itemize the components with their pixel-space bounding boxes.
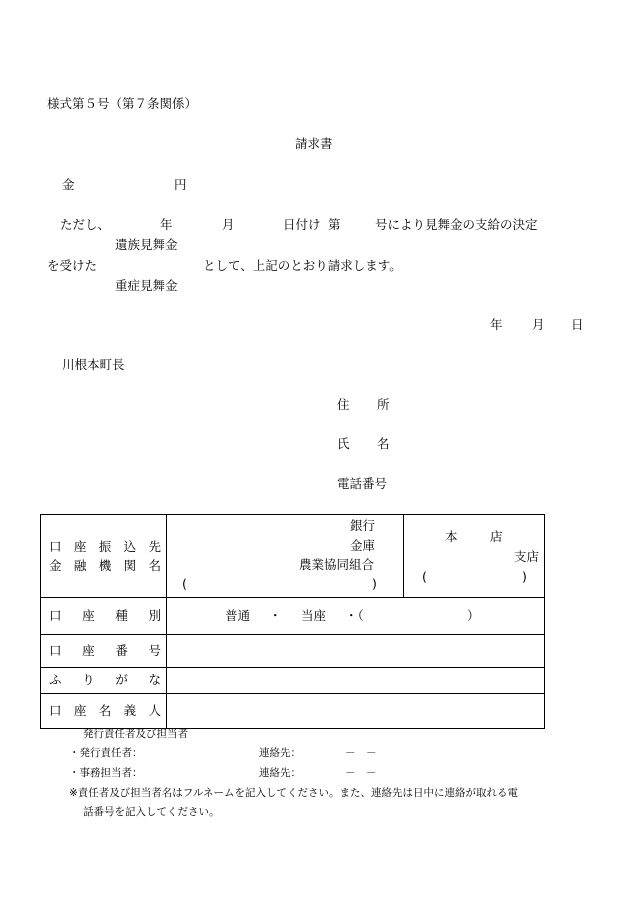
branch-paren-close: ) (522, 569, 527, 584)
honten-label-2: 店 (490, 529, 503, 544)
bank-suffix: 銀行 (350, 518, 376, 533)
staff-contact-label: 連絡先： (259, 767, 301, 779)
label-institution-name: 金融機関名 (49, 558, 161, 573)
staff-label: ・事務担当者： (69, 767, 143, 779)
address-label-1: 住 (337, 397, 350, 412)
bank-paren-close: ) (372, 576, 377, 591)
footer-note-line2: 話番号を記入してください。 (83, 806, 220, 818)
option-serious-injury: 重症見舞金 (115, 278, 178, 293)
type-dot-1: ・ (269, 608, 282, 623)
name-label-1: 氏 (337, 436, 350, 451)
label-account-holder: 口座名義人 (49, 703, 161, 718)
table-row-account-holder (41, 694, 545, 729)
body-month: 月 (222, 217, 235, 232)
shinkin-suffix: 金庫 (350, 538, 376, 553)
body-prefix: を受けた (47, 258, 98, 273)
body-year: 年 (160, 217, 173, 232)
bank-paren-open: ( (182, 576, 187, 591)
date-year: 年 (490, 317, 503, 332)
bank-name-cell[interactable] (167, 515, 545, 598)
form-number: 様式第５号（第７条関係） (47, 96, 198, 111)
amount-label: 金 (62, 177, 75, 192)
footer-heading: 発行責任者及び担当者 (83, 728, 188, 740)
table-row-account-number (41, 635, 545, 668)
body-day-dated: 日付け (283, 217, 321, 232)
account-holder-cell[interactable] (167, 694, 545, 729)
date-month: 月 (532, 317, 545, 332)
recipient: 川根本町長 (62, 357, 125, 372)
option-bereaved: 遺族見舞金 (115, 237, 178, 252)
type-futsu[interactable]: 普通 (225, 608, 251, 623)
footer-note-line1: ※責任者及び担当者名はフルネームを記入してください。また、連絡先は日中に連絡が取れる電 (69, 787, 519, 799)
body-suffix: として、上記のとおり請求します。 (203, 258, 402, 273)
account-type-cell[interactable] (167, 598, 545, 635)
label-account-number: 口座番号 (49, 643, 161, 658)
branch-divider (403, 515, 404, 597)
nokyo-suffix: 農業協同組合 (299, 557, 375, 572)
phone-label: 電話番号 (337, 476, 388, 491)
name-label-2: 名 (377, 436, 390, 451)
issuer-contact-dashes: － － (345, 747, 377, 759)
type-toza[interactable]: 当座 (301, 608, 327, 623)
type-dot-other: ・（ (345, 608, 364, 623)
table-row-account-type (41, 598, 545, 635)
page-title: 請求書 (295, 136, 333, 151)
type-close: ） (467, 608, 480, 623)
amount-unit: 円 (174, 177, 187, 192)
issuer-label: ・発行責任者： (69, 747, 143, 759)
body-dai: 第 (328, 217, 341, 232)
label-transfer-dest: 口座振込先 (49, 539, 161, 554)
table-row-bank (41, 515, 545, 598)
label-furigana: ふりがな (49, 672, 161, 687)
body-tadashi: ただし、 (60, 217, 111, 232)
label-account-type: 口座種別 (49, 608, 161, 623)
furigana-cell[interactable] (167, 668, 545, 694)
date-day: 日 (571, 317, 584, 332)
table-row-furigana (41, 668, 545, 694)
body-rest: 号により見舞金の支給の決定 (375, 217, 538, 232)
account-table (40, 514, 545, 729)
staff-contact-dashes: － － (345, 767, 377, 779)
branch-paren-open: ( (422, 569, 427, 584)
account-number-cell[interactable] (167, 635, 545, 668)
honten-label-1: 本 (445, 529, 458, 544)
address-label-2: 所 (377, 397, 390, 412)
issuer-contact-label: 連絡先： (259, 747, 301, 759)
shiten-label: 支店 (514, 549, 540, 564)
